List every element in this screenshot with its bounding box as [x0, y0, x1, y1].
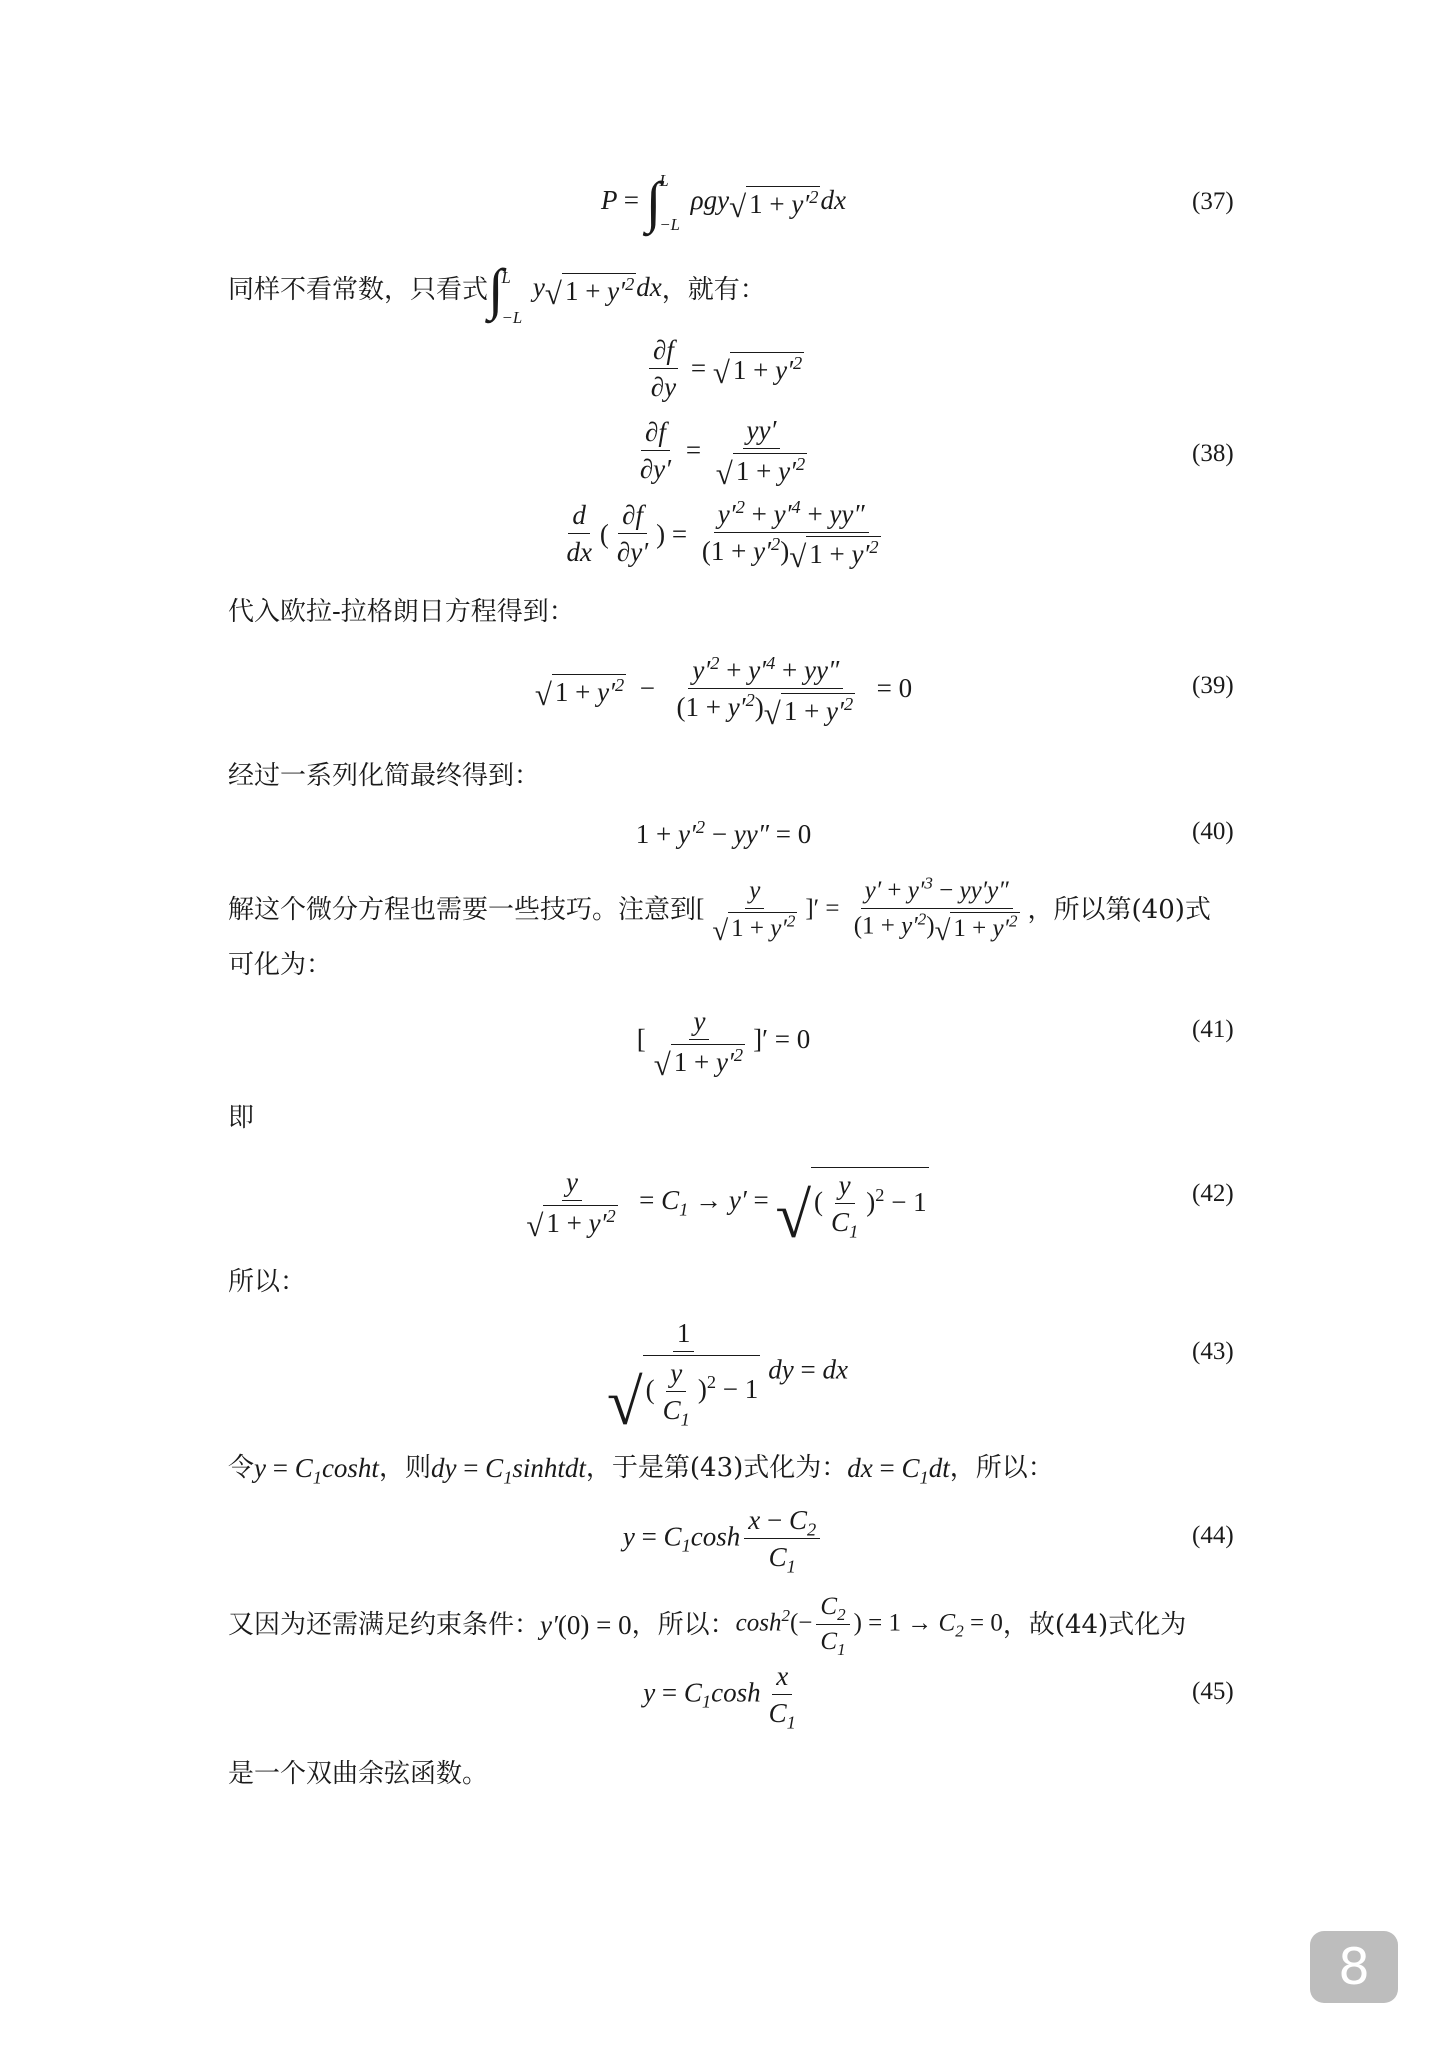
text-line-4: 解这个微分方程也需要一些技巧。注意到 [ y √ $1 + y'^2$ ]′ = $y' + y'^3 - yy'y''$ $(1 + y'^2)$ √ $1 + y'^2$ ，所以第(40)式: [228, 873, 1211, 947]
text-line-2: 代入欧拉-拉格朗日方程得到：: [228, 597, 575, 627]
equation-40: $1 + y'^2 - yy'' = 0$: [635, 816, 812, 849]
text-segment: ，就有：: [661, 275, 766, 305]
text-line-1: 同样不看常数，只看式 ∫ L −L y √ $1 + y'^2$ dx ，就有：: [228, 257, 766, 327]
text-segment: 同样不看常数，只看式: [228, 275, 489, 305]
text-segment: 令: [228, 1453, 255, 1483]
equation-number-40: (40): [1192, 818, 1234, 845]
text-segment: ，所以第(40)式: [1027, 895, 1211, 925]
equation-39: √ $1 + y'^2$ − $y'^2 + y'^4 + yy''$ $(1 + y'^2)$ √ $1 + y'^2$ = 0: [534, 653, 913, 731]
text-segment: ，所以：: [949, 1453, 1054, 1483]
equation-number-44: (44): [1192, 1522, 1234, 1549]
page-number-badge: 8: [1310, 1931, 1398, 2003]
text-line-3: 经过一系列化简最终得到：: [228, 761, 541, 791]
equation-45: $y = C_1\cosh$ $\frac{x}{C_1}$: [643, 1660, 796, 1733]
text-line-4b: 可化为：: [228, 950, 333, 980]
text-line-5: 即: [228, 1103, 255, 1133]
text-line-9: 是一个双曲余弦函数。: [228, 1759, 489, 1789]
text-segment: 又因为还需满足约束条件：: [228, 1610, 541, 1640]
equation-44: $y = C_1\cosh$ $\frac{x - C_2}{C_1}$: [0, 1502, 1447, 1576]
equation-42: y √ $1 + y'^2$ = $C_1 \to y'$ = √ ( $\frac{y}{C_1}$ )$^2$ − 1: [526, 1167, 927, 1252]
text-segment: ，所以：: [631, 1610, 736, 1640]
text-line-6: 所以：: [228, 1267, 307, 1297]
equation-number-45: (45): [1192, 1678, 1234, 1705]
text-line-7: 令 $y = C_1\cosh t$ ，则 dy = $C_1sinhtdt$ ，于是第(43)式化为： dx = $C_1dt$ ，所以：: [228, 1448, 1054, 1488]
text-line-8: 又因为还需满足约束条件： y′(0) = 0 ，所以： $\cosh^2(-$ $\frac{C_2}{C_1}$ ) = $1 \to C_2 = 0$ ，故(44)式化为: [228, 1593, 1187, 1659]
text-segment: 解这个微分方程也需要一些技巧。注意到: [228, 895, 697, 925]
equation-43: 1 √ ( $\frac{y}{C_1}$ )$^2$ − 1 dy = dx: [607, 1317, 848, 1440]
equation-number-41: (41): [1192, 1016, 1234, 1043]
text-segment: ，故(44)式化为: [1002, 1610, 1187, 1640]
equation-number-43: (43): [1192, 1338, 1234, 1365]
text-segment: ，则: [378, 1453, 431, 1483]
equation-number-42: (42): [1192, 1180, 1234, 1207]
text-segment: ，于是第(43)式化为：: [585, 1453, 848, 1483]
equation-number-37: (37): [1192, 188, 1234, 215]
equation-37: P = ∫ L −L ρgy √ $1 + y'^2$ dx: [601, 170, 846, 234]
equation-38: $\frac{\partial f}{\partial y}$ = √ $1 + y'^2$ $\frac{\partial f}{\partial y'}$ = yy′ √ $1 + y'^2$ $\frac{d}{dx}$ ( $\frac{\partial f}{\partial y'}$ ) = $y'^2 + y'^4 + yy''$ $(1 + y'^2)$ √ $1 + y'^2$: [566, 334, 879, 575]
equation-number-38: (38): [1192, 440, 1234, 467]
equation-number-39: (39): [1192, 672, 1234, 699]
equation-41: [ y √ $1 + y'^2$ ]′ = 0: [636, 1006, 811, 1082]
